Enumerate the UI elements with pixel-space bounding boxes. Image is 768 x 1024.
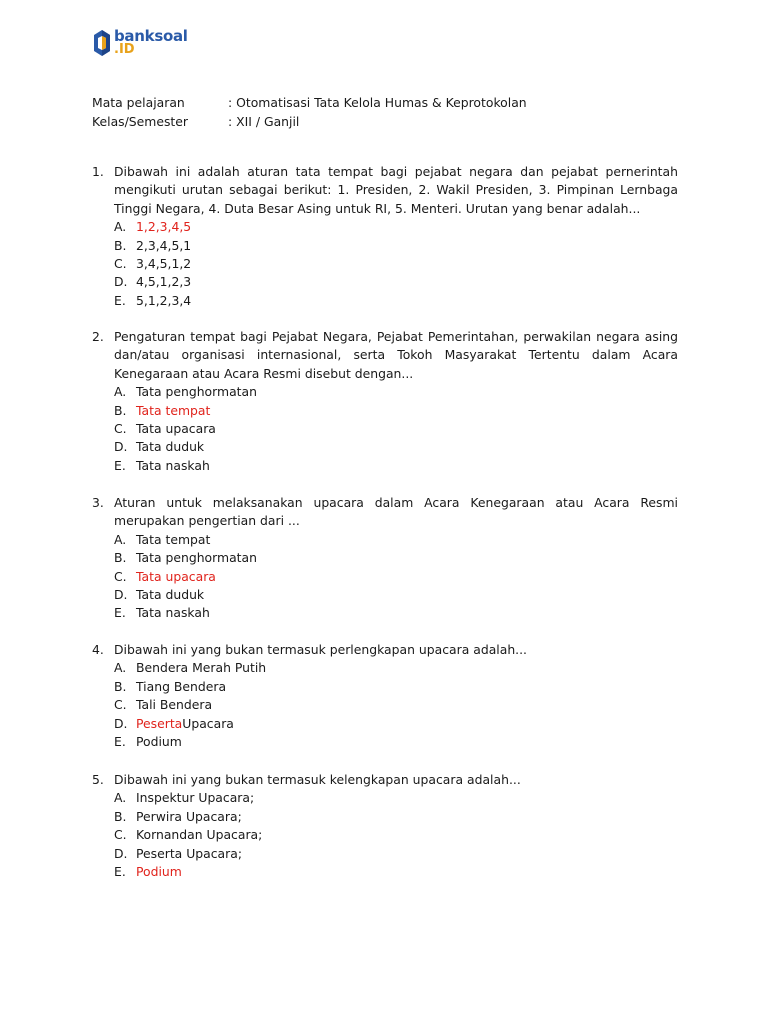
- question-text: Dibawah ini yang bukan termasuk perlengkapan upacara adalah...: [114, 642, 527, 657]
- option-letter: B.: [114, 402, 127, 418]
- question-number: 4.: [92, 642, 104, 657]
- option-letter: D.: [114, 845, 128, 861]
- option-letter: A.: [114, 219, 127, 235]
- option-text: Podium: [136, 733, 182, 749]
- option-d: [114, 845, 678, 863]
- option-text: Tata penghormatan: [136, 384, 257, 400]
- option-letter: C.: [114, 421, 127, 436]
- option-a: [114, 531, 678, 549]
- option-letter: D.: [114, 715, 128, 731]
- option-d: [114, 715, 678, 733]
- question-2: [92, 328, 678, 475]
- logo-name: banksoal: [114, 27, 188, 45]
- option-text: Upacara: [182, 715, 234, 731]
- option-text: 3,4,5,1,2: [136, 256, 192, 271]
- question-number: 2.: [92, 329, 104, 344]
- option-e: [114, 457, 678, 475]
- option-e: [114, 863, 678, 881]
- meta-row-subject: [92, 94, 527, 113]
- question-5: [92, 771, 678, 881]
- option-letter: A.: [114, 384, 127, 400]
- option-c: [114, 255, 678, 273]
- option-text: Tata duduk: [136, 586, 205, 602]
- option-e: [114, 292, 678, 310]
- meta-value: : Otomatisasi Tata Kelola Humas & Keprotokolan: [228, 95, 527, 110]
- option-e: [114, 733, 678, 751]
- meta-label: Kelas/Semester: [92, 113, 189, 129]
- option-e: [114, 604, 678, 622]
- option-letter: A.: [114, 531, 127, 547]
- option-a: [114, 383, 678, 401]
- option-b: [114, 549, 678, 567]
- answer-highlight: Peserta: [136, 715, 183, 731]
- option-letter: C.: [114, 827, 127, 843]
- question-number: 3.: [92, 495, 104, 510]
- option-text: 4,5,1,2,3: [136, 274, 192, 290]
- option-letter: E.: [114, 863, 126, 879]
- question-text: Dibawah ini adalah aturan tata tempat bagi pejabat negara dan pejabat pernerintah mengikuti urutan sebagai berikut: 1. Presiden, 2. Wakil Presiden, 3. Pimpinan Lernbaga Tinggi Negara, 4. Duta Besar Asing untuk RI, 5. Menteri. Urutan yang benar adalah...: [114, 164, 678, 216]
- option-letter: B.: [114, 808, 127, 824]
- option-text: Bendera Merah Putih: [136, 660, 267, 676]
- option-letter: C.: [114, 568, 127, 584]
- option-text: Perwira Upacara;: [136, 808, 242, 824]
- option-a: [114, 659, 678, 677]
- option-d: [114, 438, 678, 456]
- meta-label: Mata pelajaran: [92, 95, 185, 110]
- option-text: Tali Bendera: [136, 697, 213, 713]
- option-b: [114, 808, 678, 826]
- option-a: [114, 218, 678, 236]
- question-text: Pengaturan tempat bagi Pejabat Negara, Pejabat Pemerintahan, perwakilan negara asing dan/atau organisasi internasional, serta Tokoh Masyarakat Tertentu dalam Acara Kenegaraan atau Acara Resmi disebut dengan...: [114, 329, 678, 381]
- option-b: [114, 678, 678, 696]
- option-letter: E.: [114, 292, 126, 308]
- option-letter: A.: [114, 790, 127, 806]
- banksoal-logo: [93, 29, 188, 59]
- option-text: Kornandan Upacara;: [136, 827, 263, 843]
- option-letter: D.: [114, 439, 128, 455]
- question-1: [92, 163, 678, 310]
- option-text: Peserta Upacara;: [136, 845, 243, 861]
- option-letter: B.: [114, 237, 127, 253]
- option-letter: E.: [114, 605, 126, 621]
- option-letter: D.: [114, 586, 128, 602]
- option-text: Tata naskah: [136, 457, 210, 473]
- logo-sub: .ID: [114, 42, 135, 57]
- option-letter: C.: [114, 697, 127, 713]
- option-b: [114, 237, 678, 255]
- question-number: 5.: [92, 772, 104, 787]
- question-text: Dibawah ini yang bukan termasuk kelengkapan upacara adalah...: [114, 772, 521, 787]
- option-c: [114, 568, 678, 586]
- option-a: [114, 789, 678, 807]
- answer-highlight: Podium: [136, 863, 182, 879]
- option-text: Tata naskah: [136, 605, 210, 621]
- question-3: [92, 494, 678, 623]
- option-text: Tata upacara: [136, 421, 216, 436]
- option-d: [114, 586, 678, 604]
- question-4: [92, 641, 678, 751]
- meta-value: : XII / Ganjil: [228, 113, 300, 129]
- option-letter: D.: [114, 274, 128, 290]
- question-number: 1.: [92, 164, 104, 179]
- option-d: [114, 273, 678, 291]
- option-c: [114, 826, 678, 844]
- option-letter: B.: [114, 678, 127, 694]
- option-c: [114, 420, 678, 438]
- option-letter: B.: [114, 550, 127, 566]
- answer-highlight: Tata upacara: [136, 568, 216, 584]
- option-letter: A.: [114, 660, 127, 676]
- option-text: 2,3,4,5,1: [136, 237, 192, 253]
- option-text: 5,1,2,3,4: [136, 292, 192, 308]
- option-letter: C.: [114, 256, 127, 271]
- answer-highlight: 1,2,3,4,5: [136, 219, 192, 235]
- document-meta: [92, 94, 527, 131]
- option-text: Tata penghormatan: [136, 550, 257, 566]
- option-text: Tiang Bendera: [136, 678, 227, 694]
- meta-row-class: [92, 113, 527, 132]
- option-text: Tata tempat: [136, 531, 211, 547]
- option-b: [114, 402, 678, 420]
- option-letter: E.: [114, 457, 126, 473]
- logo-mark-icon: [93, 29, 111, 57]
- option-text: Inspektur Upacara;: [136, 790, 255, 806]
- option-letter: E.: [114, 733, 126, 749]
- answer-highlight: Tata tempat: [136, 402, 211, 418]
- question-text: Aturan untuk melaksanakan upacara dalam Acara Kenegaraan atau Acara Resmi merupakan pengertian dari ...: [114, 495, 678, 529]
- option-c: [114, 696, 678, 714]
- option-text: Tata duduk: [136, 439, 205, 455]
